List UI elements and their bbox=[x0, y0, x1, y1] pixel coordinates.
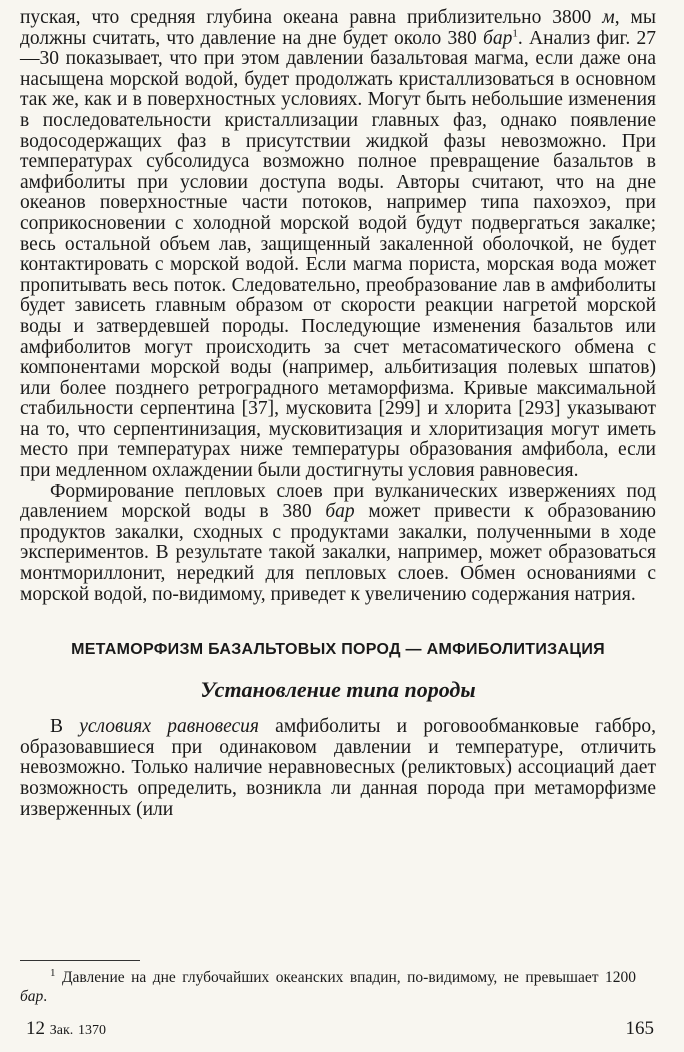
unit-bar: бар bbox=[325, 501, 355, 523]
paragraph-2 bbox=[20, 482, 656, 606]
paragraph-2-text-a: Формирование пепловых слоев при вулканических извержениях под давлением морской воды в 380 bbox=[20, 480, 656, 523]
footnote bbox=[20, 968, 636, 1006]
paragraph-2-text-b: может привести к образованию продуктов закалки, сходных с продуктами закалки, полученными в ходе экспериментов. В результате такой закалки, например, может образоваться монтмориллонит, нередкий для пепловых слоев. Обмен основаниями с морской водой, по-видимому, приведет к увеличению содержания натрия. bbox=[20, 501, 656, 605]
paragraph-1-text-c: . Анализ фиг. 27—30 показывает, что при этом давлении базальтовая магма, если даже она насыщена морской водой, будет продолжать кристаллизоваться в основном так же, как и в поверхностных условиях. Могут быть небольшие изменения в последовательности кристаллизации главных фаз, однако появление водосодержащих фаз в присутствии жидкой фазы невозможно. При температурах субсолидуса возможно полное превращение базальтов в амфиболиты при условии доступа воды. Авторы считают, что на дне океанов поверхностные части потоков, например типа пахоэхоэ, при соприкосновении с холодной морской водой будут подвергаться закалке; весь остальной объем лав, защищенный закаленной оболочкой, не будет контактировать с морской водой. Если магма пориста, морская вода может пропитывать весь поток. Следовательно, преобразование лав в амфиболиты будет зависеть главным образом от скорости реакции нагретой морской воды и затвердевшей породы. Последующие изменения базальтов или амфиболитов могут происходить за счет метасоматического обмена с компонентами морской воды (например, альбитизация полевых шпатов) или более позднего ретроградного метаморфизма. Кривые максимальной стабильности серпентина [37], мусковита [299] и хлорита [293] указывают на то, что серпентинизация, мусковитизация и хлоритизация могут иметь место при температурах ниже температуры образования амфибола, если при медленном охлаждении были достигнуты условия равновесия. bbox=[20, 27, 657, 482]
paragraph-3-text-b: амфиболиты и роговообманковые габбро, образовавшиеся при одинаковом давлении и температуре, отличить невозможно. Только наличие неравновесных (реликтовых) ассоциаций дает возможность определить, возникла ли данная порода при метаморфизме изверженных (или bbox=[20, 716, 656, 820]
page-number: 165 bbox=[625, 1018, 654, 1039]
paragraph-1-text-a: пуская, что средняя глубина океана равна приблизительно 3800 bbox=[20, 7, 603, 28]
printer-signature bbox=[26, 1018, 106, 1040]
footnote-divider bbox=[20, 960, 140, 961]
order-number: 1370 bbox=[78, 1023, 107, 1038]
footnote-mark: 1 bbox=[50, 966, 56, 979]
footnote-reference: 1 bbox=[512, 27, 518, 40]
paragraph-1-text-b: , мы должны считать, что давление на дне будет около 380 bbox=[20, 7, 656, 49]
paragraph-3-italic: условиях равновесия bbox=[79, 716, 259, 738]
signature-number: 12 bbox=[26, 1018, 45, 1039]
paragraph-3 bbox=[20, 717, 656, 820]
unit-bar: бар bbox=[483, 27, 513, 49]
footnote-text-b: . bbox=[43, 988, 48, 1005]
section-title: МЕТАМОРФИЗМ БАЗАЛЬТОВЫХ ПОРОД — АМФИБОЛИТИЗАЦИЯ bbox=[71, 641, 605, 659]
footnote-text-a: Давление на дне глубочайших океанских впадин, по-видимому, не превышает 1200 bbox=[55, 969, 636, 986]
footnote-unit-bar: бар bbox=[20, 988, 44, 1005]
page-body bbox=[20, 8, 656, 820]
order-label: Зак. bbox=[49, 1023, 74, 1038]
subsection-title: Установление типа породы bbox=[200, 677, 476, 703]
paragraph-1 bbox=[20, 8, 656, 482]
unit-meters: м bbox=[602, 7, 615, 28]
paragraph-3-text-a: В bbox=[50, 716, 80, 738]
